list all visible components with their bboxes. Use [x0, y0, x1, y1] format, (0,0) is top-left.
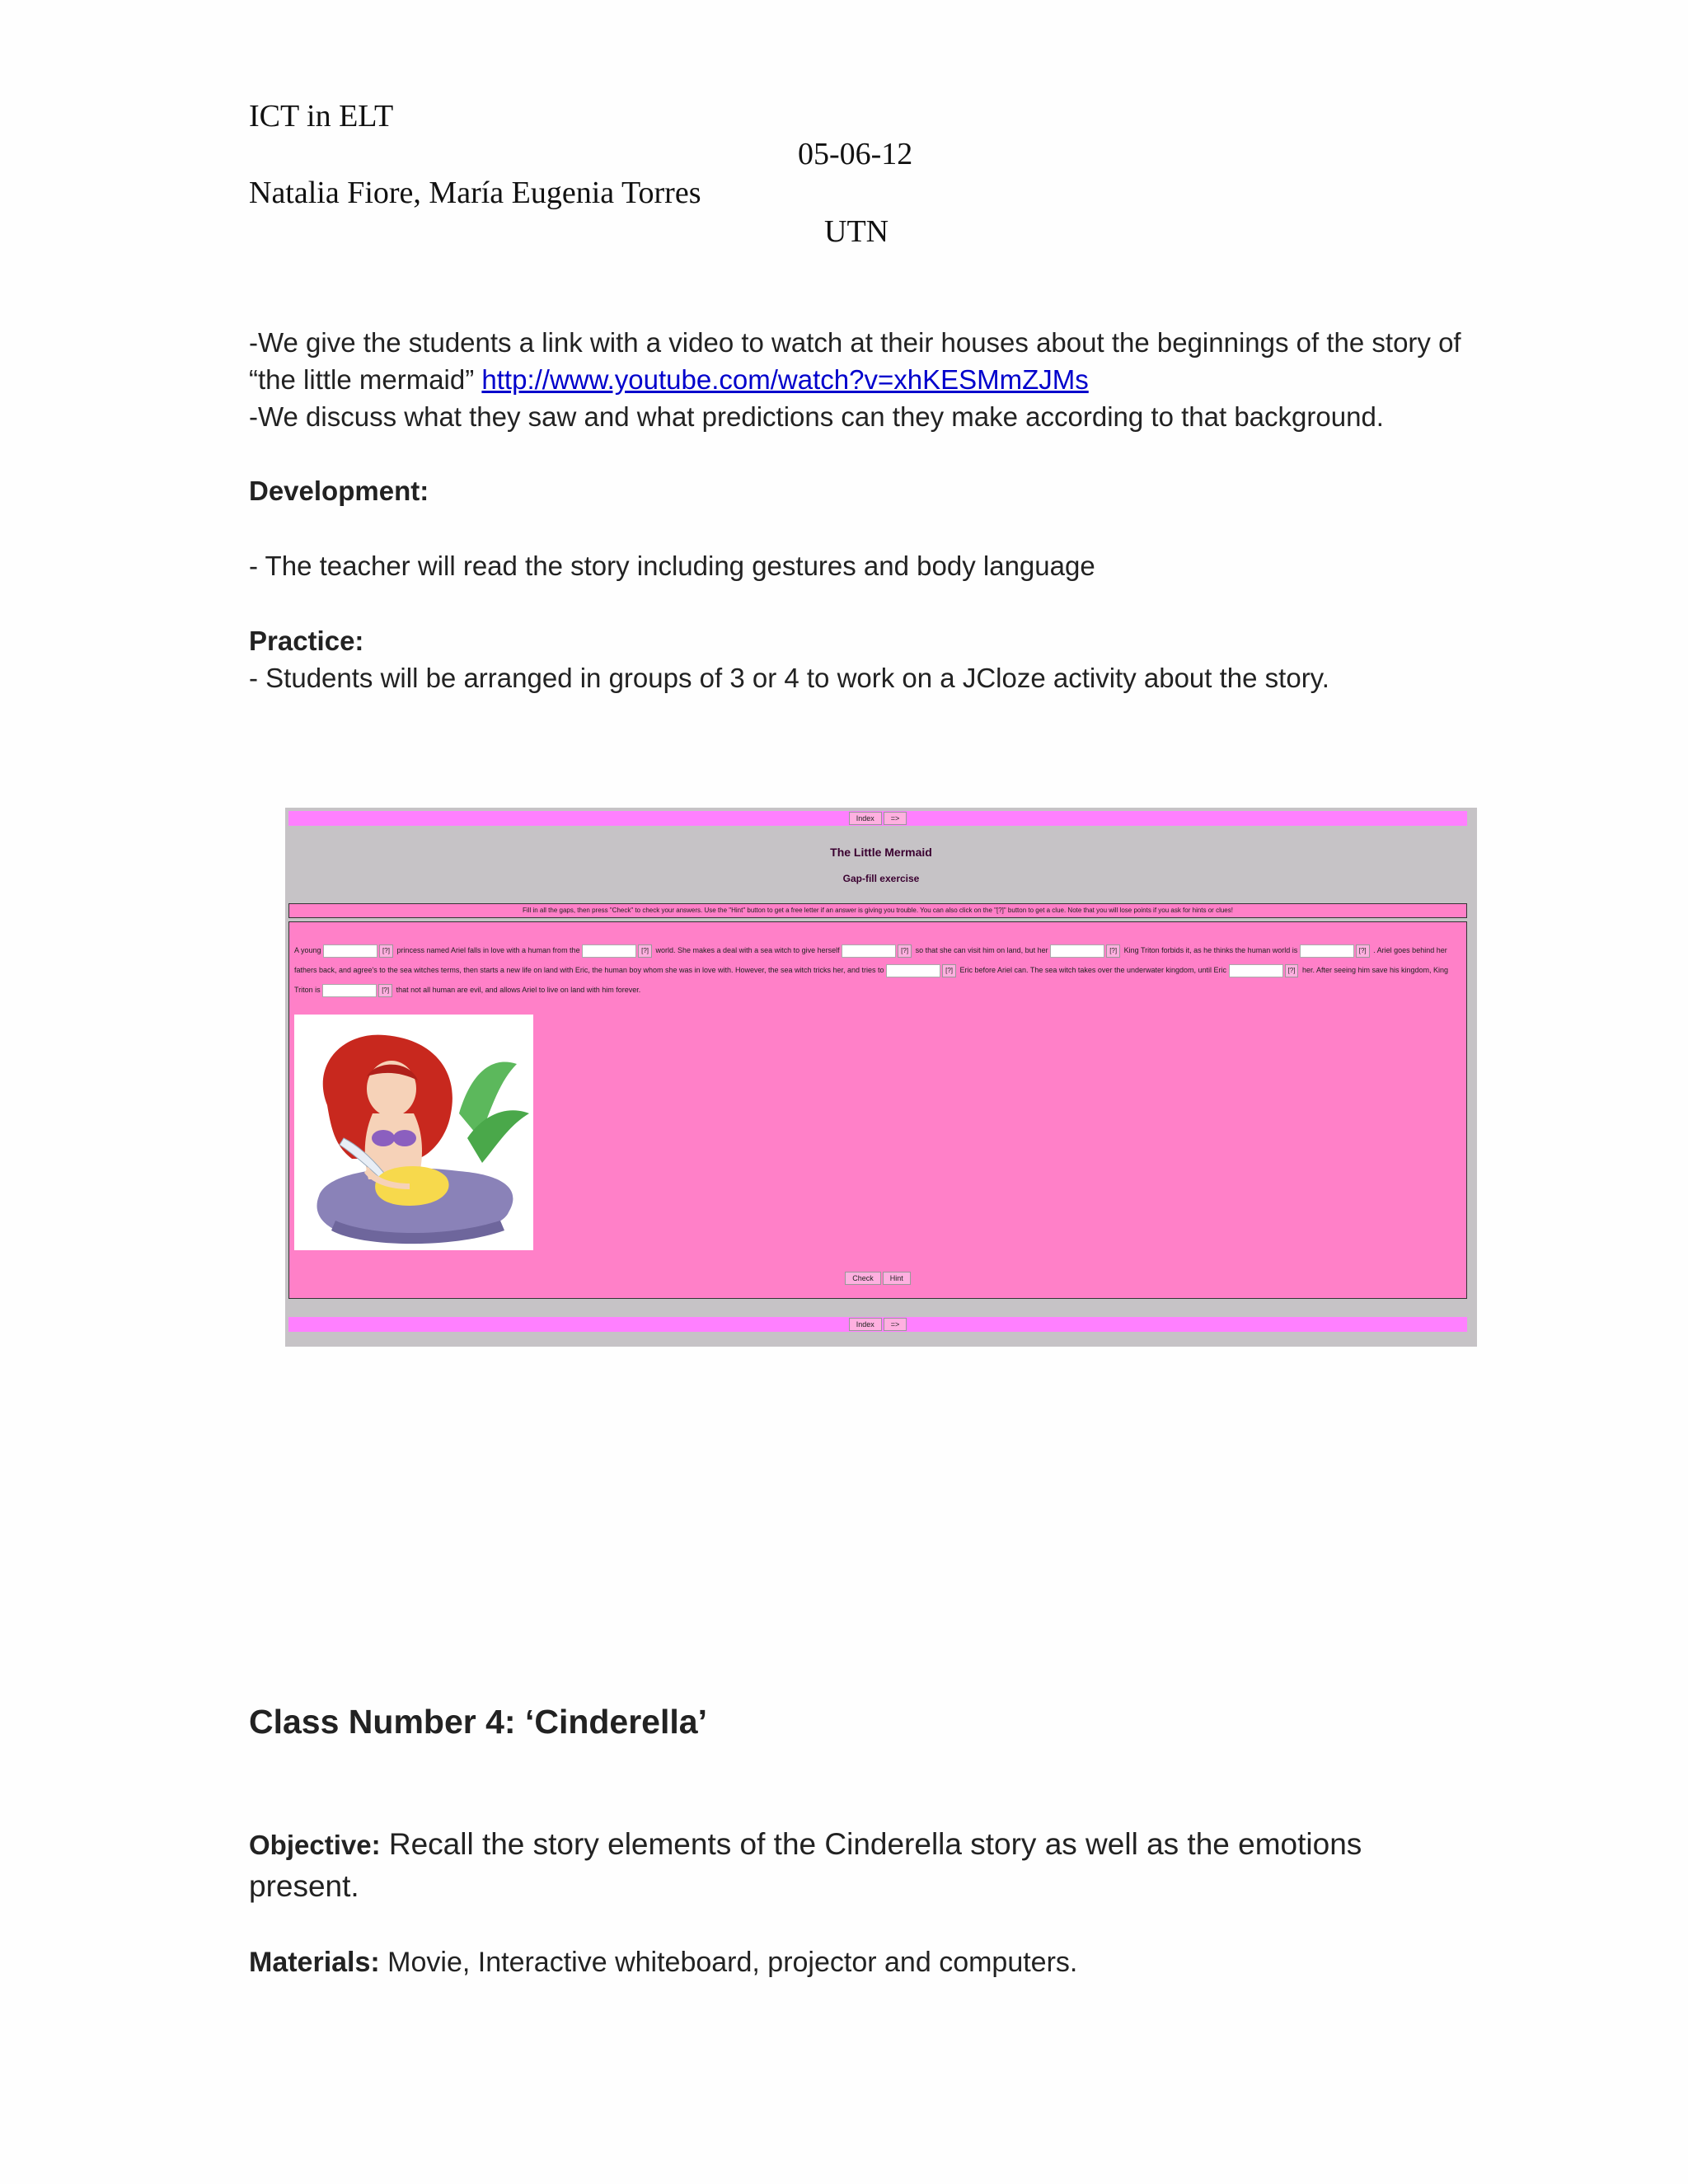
practice-text: - Students will be arranged in groups of 3 or 4 to work on a JCloze activity about the story.: [249, 663, 1329, 693]
exercise-panel: [288, 921, 1467, 1299]
index-button[interactable]: Index: [849, 812, 882, 825]
bottom-nav-bar: [288, 1317, 1467, 1332]
cloze-segment: that not all human are evil, and allows Ariel to live on land with him forever.: [396, 986, 641, 994]
youtube-video-link[interactable]: http://www.youtube.com/watch?v=xhKESMmZJMs: [481, 364, 1089, 395]
cloze-text: [294, 940, 1458, 1000]
instructions: Fill in all the gaps, then press "Check" to check your answers. Use the "Hint" button to get a free letter if an answer is giving you trouble. You can also click on the "[?]" button to get a clue. Note that you will lose points if you ask for hints or clues!: [288, 903, 1467, 918]
course-title: ICT in ELT: [249, 99, 394, 134]
cloze-segment: so that she can visit him on land, but her: [915, 946, 1048, 954]
next-button[interactable]: =>: [884, 812, 907, 825]
exercise-subtitle: Gap-fill exercise: [842, 873, 920, 884]
cloze-segment: A young: [294, 946, 321, 954]
exercise-title: The Little Mermaid: [830, 846, 932, 859]
clue-button[interactable]: [?]: [378, 984, 392, 997]
clue-button[interactable]: [?]: [1356, 944, 1370, 958]
index-button-bottom[interactable]: Index: [849, 1318, 882, 1331]
authors: Natalia Fiore, María Eugenia Torres: [249, 176, 701, 210]
clue-button[interactable]: [?]: [1106, 944, 1120, 958]
cloze-segment: princess named Ariel falls in love with a human from the: [396, 946, 580, 954]
materials-paragraph: [249, 1944, 1469, 1981]
practice-heading: Practice:: [249, 626, 364, 656]
cloze-segment: world. She makes a deal with a sea witch to give herself: [655, 946, 840, 954]
gap-input[interactable]: [582, 944, 636, 958]
top-nav-bar: [288, 811, 1467, 826]
class4-title: Class Number 4: ‘Cinderella’: [249, 1703, 707, 1741]
gap-input[interactable]: [1229, 964, 1283, 977]
development-text: - The teacher will read the story including gestures and body language: [249, 551, 1095, 581]
cloze-segment: . Ariel goes behind her fathers back, and agree's to the sea witches terms, then starts a new life on land with Eric, the human boy whom she was in love with. However, the sea witch tricks her, and tries to: [294, 946, 1447, 974]
cloze-segment: King Triton forbids it, as he thinks the human world is: [1123, 946, 1298, 954]
development-heading: Development:: [249, 476, 429, 506]
objective-label: Objective:: [249, 1830, 381, 1860]
mermaid-illustration: [294, 1015, 533, 1250]
materials-text: Movie, Interactive whiteboard, projector and computers.: [379, 1947, 1078, 1978]
gap-input[interactable]: [842, 944, 896, 958]
gap-input[interactable]: [322, 984, 377, 997]
objective-text: Recall the story elements of the Cinderella story as well as the emotions present.: [249, 1827, 1362, 1903]
jcloze-screenshot: [285, 808, 1477, 1347]
next-button-bottom[interactable]: =>: [884, 1318, 907, 1331]
check-button[interactable]: Check: [845, 1272, 881, 1285]
intro-line1: -We give the students a link with a video to watch at their houses about the beginnings of the story of “the little mermaid”: [249, 327, 1461, 395]
gap-input[interactable]: [886, 964, 940, 977]
clue-button[interactable]: [?]: [898, 944, 912, 958]
cloze-segment: her. After seeing him save his kingdom, King Triton is: [294, 966, 1449, 994]
gap-input[interactable]: [323, 944, 377, 958]
gap-input[interactable]: [1300, 944, 1354, 958]
clue-button[interactable]: [?]: [1285, 964, 1299, 977]
hint-button[interactable]: Hint: [883, 1272, 911, 1285]
action-buttons: [289, 1272, 1466, 1285]
institution: UTN: [824, 214, 889, 249]
clue-button[interactable]: [?]: [942, 964, 956, 977]
clue-button[interactable]: [?]: [638, 944, 652, 958]
intro-line2: -We discuss what they saw and what predictions can they make according to that background.: [249, 401, 1384, 432]
clue-button[interactable]: [?]: [379, 944, 393, 958]
document-date: 05-06-12: [798, 137, 913, 171]
intro-paragraph: [249, 324, 1469, 435]
mermaid-picture: [294, 1015, 533, 1250]
objective-paragraph: [249, 1824, 1469, 1907]
gap-input[interactable]: [1050, 944, 1104, 958]
cloze-segment: Eric before Ariel can. The sea witch takes over the underwater kingdom, until Eric: [959, 966, 1227, 974]
materials-label: Materials:: [249, 1947, 380, 1978]
